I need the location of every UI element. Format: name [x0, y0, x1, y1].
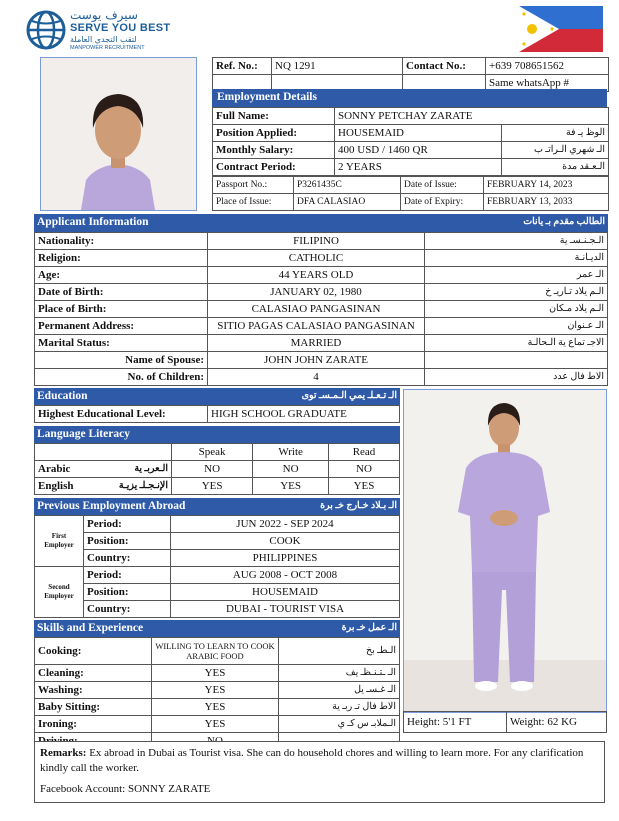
applicant-info-table: [34, 232, 608, 386]
applicant-row-value: SITIO PAGAS CALASIAO PANGASINAN: [208, 318, 425, 335]
applicant-row-value: 44 YEARS OLD: [208, 267, 425, 284]
applicant-row-label: Religion:: [35, 250, 208, 267]
applicant-row-arabic: الديـانـة: [425, 250, 608, 267]
first-position-label: Position:: [84, 533, 171, 550]
applicant-portrait-photo: [40, 57, 197, 211]
skill-arabic: الـملابـ س كـ ي: [279, 716, 400, 733]
position-value: HOUSEMAID: [335, 125, 502, 142]
arabic-label-en: Arabic: [38, 463, 71, 475]
arabic-read: NO: [329, 461, 400, 478]
skills-title: Skills and Experience: [37, 622, 144, 634]
brand-tagline: MANPOWER RECRUITMENT: [70, 45, 145, 51]
education-table: [34, 405, 400, 423]
ref-value: NQ 1291: [272, 58, 403, 75]
employment-table: [212, 107, 609, 176]
applicant-row-arabic: الـ عـنوان: [425, 318, 608, 335]
applicant-row: [35, 284, 608, 301]
expiry-label: Date of Expiry:: [401, 194, 484, 211]
weight-cell: [507, 712, 607, 733]
salary-label: Monthly Salary:: [213, 142, 335, 159]
facebook-account: Facebook Account: SONNY ZARATE: [40, 783, 211, 795]
applicant-row-value: CALASIAO PANGASINAN: [208, 301, 425, 318]
second-period-label: Period:: [84, 567, 171, 584]
education-level-value: HIGH SCHOOL GRADUATE: [208, 406, 400, 423]
remarks-label: Remarks:: [40, 747, 87, 759]
brand-arabic-sub: لتقب التجدي العاملة: [70, 35, 137, 44]
contact-label: Contact No.:: [403, 58, 486, 75]
arabic-speak: NO: [172, 461, 253, 478]
education-level-label: Highest Educational Level:: [35, 406, 208, 423]
education-title: Education: [37, 390, 88, 402]
children-label: No. of Children:: [35, 369, 208, 386]
place-issue-label: Place of Issue:: [213, 194, 294, 211]
first-country-label: Country:: [84, 550, 171, 567]
applicant-full-body-photo: [403, 389, 607, 713]
height-value: 5'1 FT: [442, 716, 472, 728]
skill-value: YES: [152, 716, 279, 733]
applicant-info-title: Applicant Information: [37, 216, 149, 228]
philippines-flag-icon: [519, 6, 603, 52]
skill-label: Baby Sitting:: [35, 699, 152, 716]
full-name-value: SONNY PETCHAY ZARATE: [335, 108, 609, 125]
applicant-row-arabic: الـ عمر: [425, 267, 608, 284]
applicant-row-label: Date of Birth:: [35, 284, 208, 301]
skill-label: Cleaning:: [35, 665, 152, 682]
applicant-row-label: Marital Status:: [35, 335, 208, 352]
skill-value: YES: [152, 699, 279, 716]
skills-table: [34, 637, 400, 750]
salary-value: 400 USD / 1460 QR: [335, 142, 502, 159]
passport-label: Passport No.:: [213, 177, 294, 194]
skill-label: Washing:: [35, 682, 152, 699]
second-country-label: Country:: [84, 601, 171, 618]
applicant-row-value: MARRIED: [208, 335, 425, 352]
second-period-value: AUG 2008 - OCT 2008: [171, 567, 400, 584]
issue-date-label: Date of Issue:: [401, 177, 484, 194]
second-country-value: DUBAI - TOURIST VISA: [171, 601, 400, 618]
applicant-row-label: Age:: [35, 267, 208, 284]
skill-row: [35, 682, 400, 699]
skills-header: [34, 620, 400, 638]
applicant-row: [35, 250, 608, 267]
applicant-row-arabic: الاجـ تماع ية الـحالـة: [425, 335, 608, 352]
previous-employment-table: [34, 515, 400, 618]
skill-arabic: الـ ـتـنـظـ يف: [279, 665, 400, 682]
full-name-label: Full Name:: [213, 108, 335, 125]
remarks-value: Ex abroad in Dubai as Tourist visa. She can do household chores and willing to learn more. For any clarification kindly call the worker.: [40, 747, 584, 774]
english-read: YES: [329, 478, 400, 495]
remarks-box: [34, 741, 605, 803]
speak-header: Speak: [172, 444, 253, 461]
english-label-en: English: [38, 480, 74, 492]
applicant-row: [35, 301, 608, 318]
employment-details-title: Employment Details: [217, 91, 317, 103]
spouse-value: JOHN JOHN ZARATE: [208, 352, 425, 369]
spouse-label: Name of Spouse:: [35, 352, 208, 369]
skill-row: [35, 716, 400, 733]
globe-logo-icon: [26, 10, 66, 50]
language-title: Language Literacy: [37, 428, 130, 440]
applicant-row: [35, 233, 608, 250]
height-label: Height:: [407, 716, 440, 728]
children-value: 4: [208, 369, 425, 386]
first-period-label: Period:: [84, 516, 171, 533]
applicant-row-label: Nationality:: [35, 233, 208, 250]
language-table: [34, 443, 400, 495]
second-position-value: HOUSEMAID: [171, 584, 400, 601]
skill-label: Cooking:: [35, 638, 152, 665]
applicant-info-title-arabic: الطالب مقدم بـ يانات: [523, 217, 605, 227]
english-language-label: [35, 478, 172, 495]
applicant-row-arabic: الـم يلاد تـاريـ خ: [425, 284, 608, 301]
contact-value: +639 708651562: [486, 58, 609, 75]
education-title-arabic: الـ تـعـلـ يمي الـمـسـ توى: [301, 391, 397, 401]
issue-date-value: FEBRUARY 14, 2023: [484, 177, 609, 194]
previous-employment-title-arabic: الـ بـلاد خـارج خـ برة: [320, 501, 397, 511]
second-position-label: Position:: [84, 584, 171, 601]
ref-label: Ref. No.:: [213, 58, 272, 75]
skill-value: WILLING TO LEARN TO COOK ARABIC FOOD: [152, 638, 279, 665]
second-employer-label: Second Employer: [35, 567, 84, 618]
skill-arabic: الـ غـسـ يل: [279, 682, 400, 699]
applicant-info-header: [34, 214, 608, 232]
contract-value: 2 YEARS: [335, 159, 502, 176]
weight-value: 62 KG: [547, 716, 577, 728]
read-header: Read: [329, 444, 400, 461]
applicant-row: [35, 267, 608, 284]
position-arabic: الوظ يـ فة: [502, 125, 609, 142]
company-logo: [26, 8, 186, 52]
contract-arabic: الـعـقد مدة: [502, 159, 609, 176]
english-speak: YES: [172, 478, 253, 495]
applicant-row-value: JANUARY 02, 1980: [208, 284, 425, 301]
expiry-value: FEBRUARY 13, 2033: [484, 194, 609, 211]
first-country-value: PHILIPPINES: [171, 550, 400, 567]
children-arabic: الاط فال عدد: [425, 369, 608, 386]
employment-details-header: [212, 89, 607, 107]
place-issue-value: DFA CALASIAO: [294, 194, 401, 211]
salary-arabic: الـ شهري الـراتـ ب: [502, 142, 609, 159]
reference-table: [212, 57, 609, 92]
first-period-value: JUN 2022 - SEP 2024: [171, 516, 400, 533]
education-header: [34, 388, 400, 406]
write-header: Write: [253, 444, 329, 461]
brand-name: SERVE YOU BEST: [70, 22, 171, 34]
applicant-row-arabic: الـم يلاد مـكان: [425, 301, 608, 318]
remarks-text: [40, 746, 599, 776]
contract-label: Contract Period:: [213, 159, 335, 176]
skill-arabic: الـطـ بخ: [279, 638, 400, 665]
weight-label: Weight:: [510, 716, 545, 728]
passport-table: [212, 176, 609, 211]
applicant-row-arabic: الـجـنـسـ ية: [425, 233, 608, 250]
previous-employment-header: [34, 498, 400, 516]
applicant-row: [35, 318, 608, 335]
arabic-write: NO: [253, 461, 329, 478]
brand-arabic: سيرف يوست: [70, 8, 138, 22]
english-label-ar: الإنـجـلـ يزيـة: [118, 481, 168, 491]
skill-arabic: الاط فال تـ ربـ ية: [279, 699, 400, 716]
arabic-language-label: [35, 461, 172, 478]
height-weight-table: [403, 711, 607, 733]
skill-value: YES: [152, 682, 279, 699]
english-write: YES: [253, 478, 329, 495]
applicant-row-value: CATHOLIC: [208, 250, 425, 267]
passport-value: P3261435C: [294, 177, 401, 194]
first-employer-label: First Employer: [35, 516, 84, 567]
applicant-row-label: Permanent Address:: [35, 318, 208, 335]
arabic-label-ar: الـعربـ ية: [134, 464, 168, 474]
skill-row: [35, 699, 400, 716]
skills-title-arabic: الـ عمل خـ برة: [341, 623, 397, 633]
position-label: Position Applied:: [213, 125, 335, 142]
height-cell: [404, 712, 507, 733]
skill-label: Ironing:: [35, 716, 152, 733]
previous-employment-title: Previous Employment Abroad: [37, 500, 186, 512]
applicant-row-label: Place of Birth:: [35, 301, 208, 318]
language-header: [34, 426, 400, 444]
applicant-row: [35, 335, 608, 352]
skill-value: YES: [152, 665, 279, 682]
applicant-row-value: FILIPINO: [208, 233, 425, 250]
contact-note: Same whatsApp #: [486, 75, 609, 92]
first-position-value: COOK: [171, 533, 400, 550]
skill-row: [35, 638, 400, 665]
skill-row: [35, 665, 400, 682]
